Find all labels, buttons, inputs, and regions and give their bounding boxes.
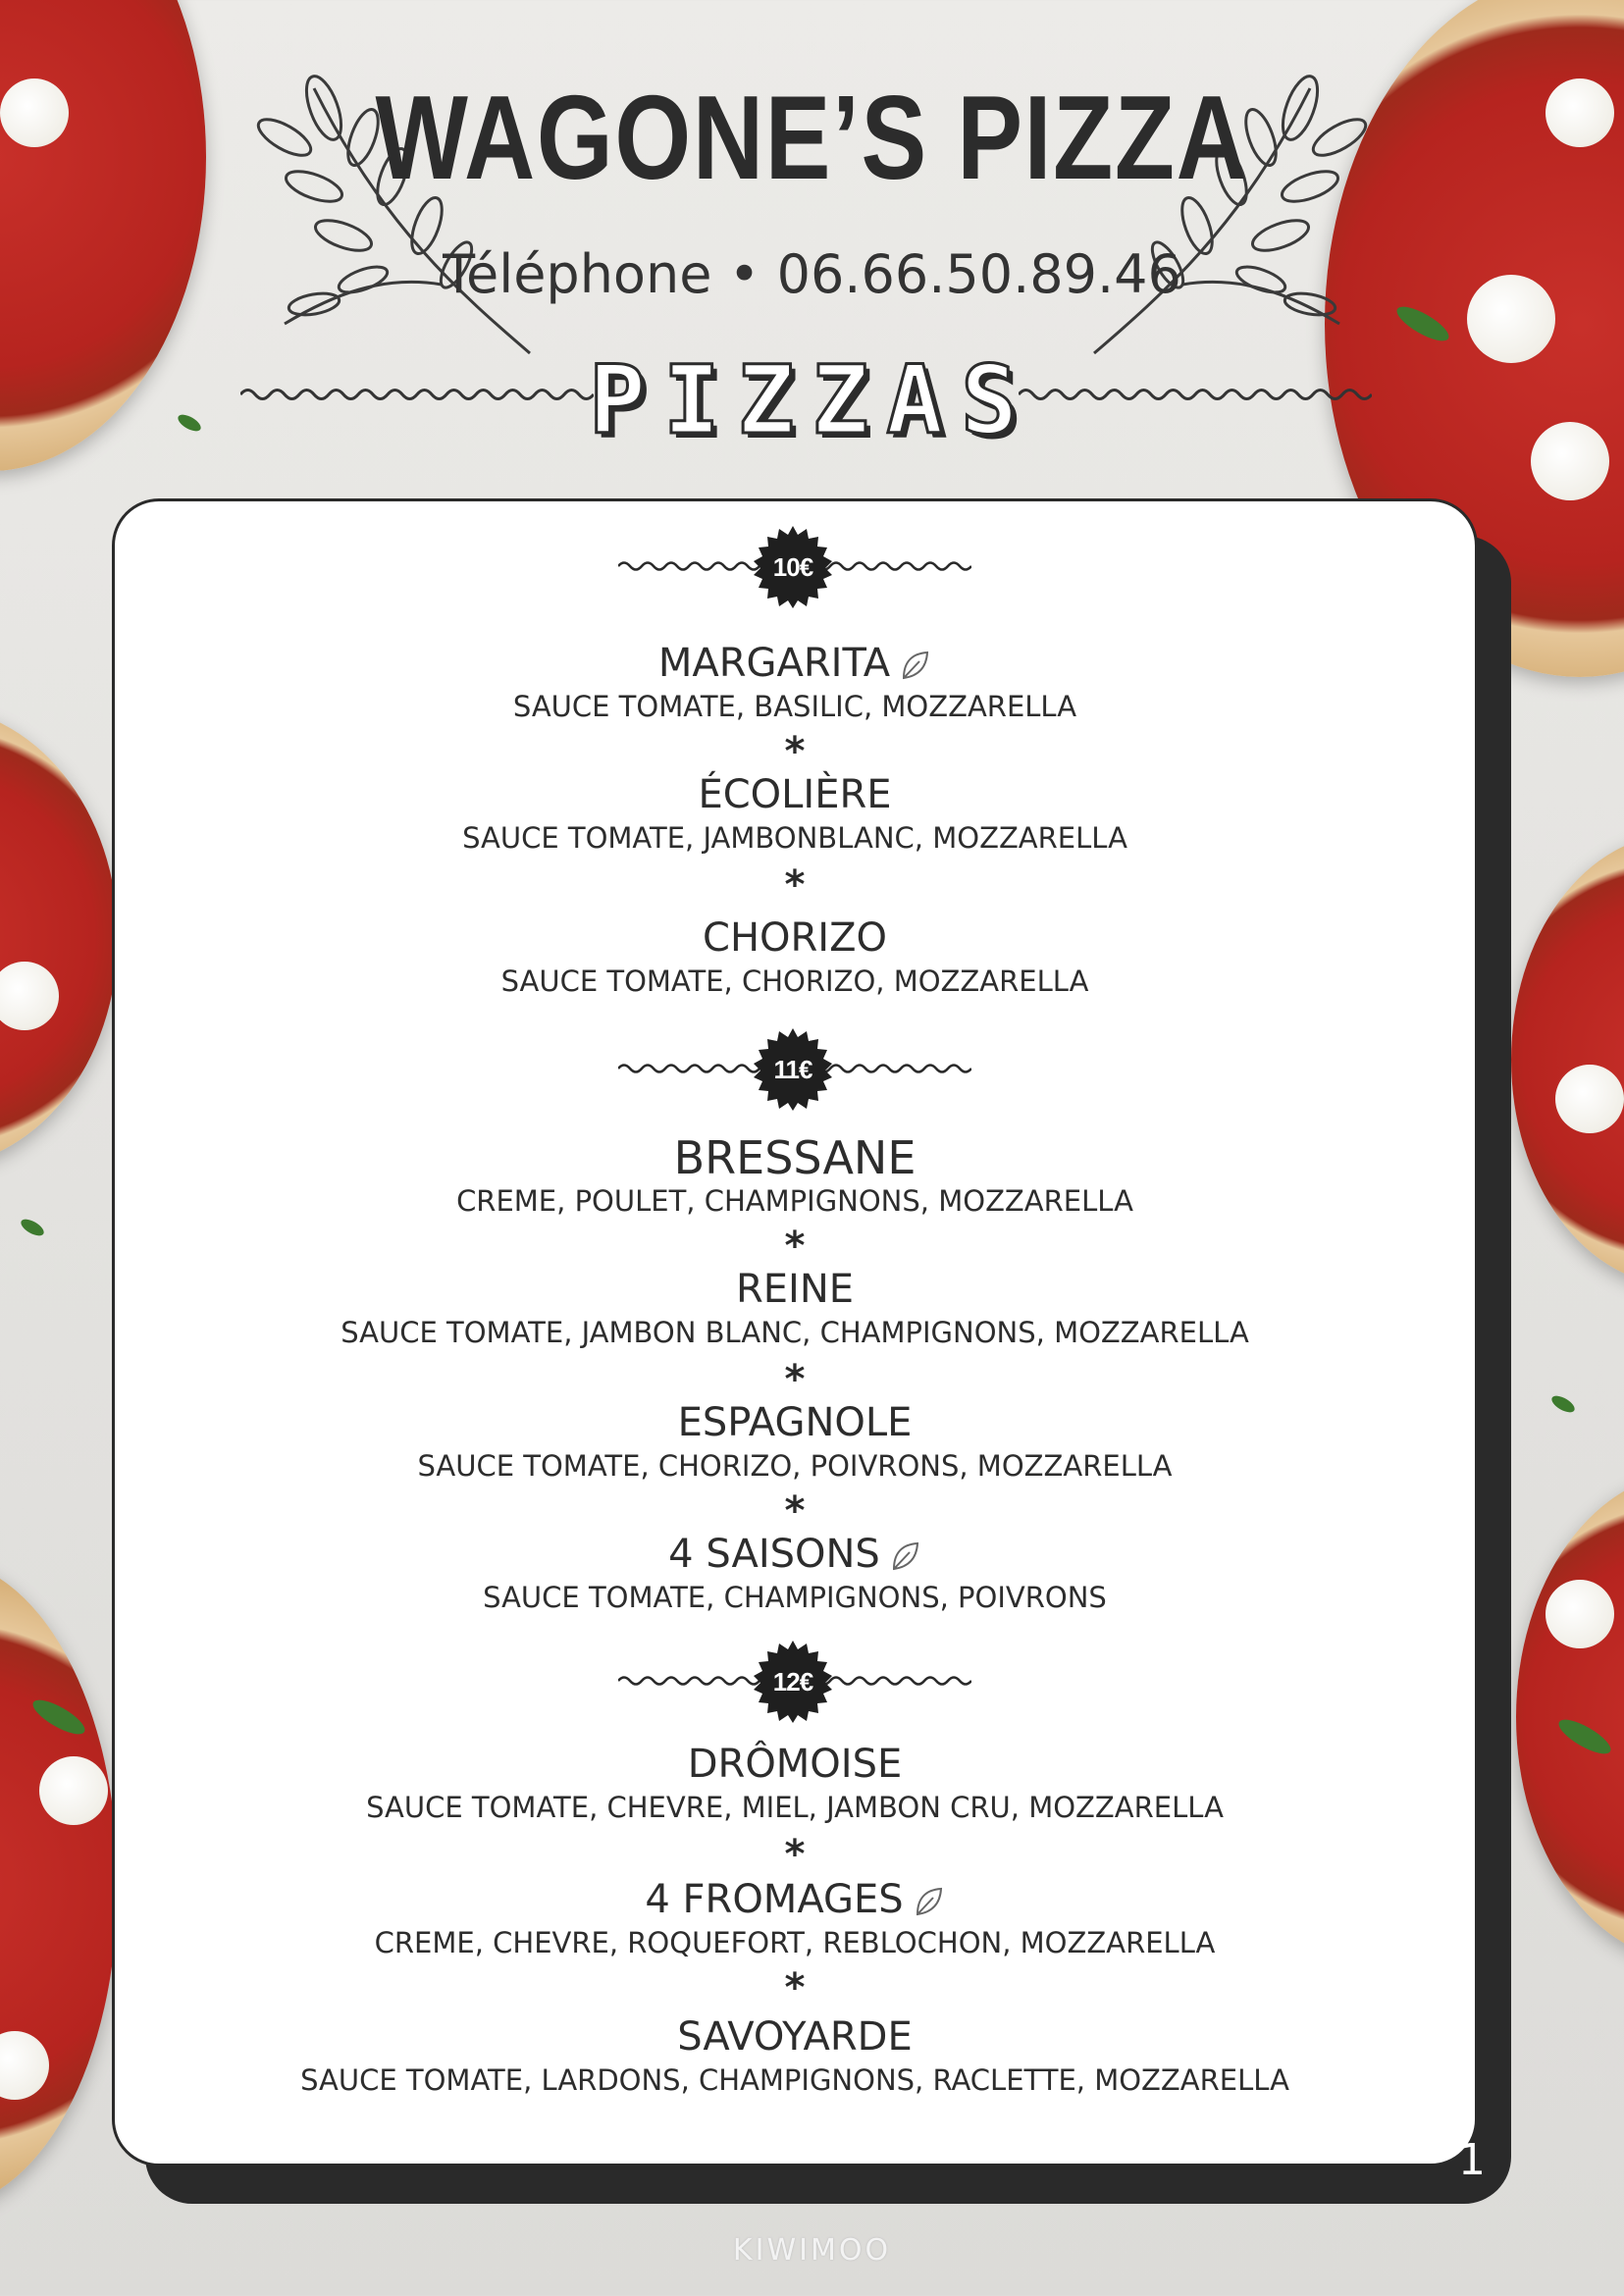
price-badge (752, 1028, 834, 1111)
price-divider-10 (112, 526, 1478, 604)
item-separator: * (784, 1965, 806, 2010)
item-ingredients: SAUCE TOMATE, CHORIZO, MOZZARELLA (500, 965, 1089, 998)
footer-logo: KIWIMOO (732, 2233, 892, 2268)
item-separator: * (784, 1488, 806, 1534)
item-separator: * (784, 729, 806, 774)
decor-mozzarella (39, 1756, 108, 1825)
item-name: MARGARITA (112, 640, 1478, 687)
item-ingredients: SAUCE TOMATE, JAMBON BLANC, CHAMPIGNONS, MOZZARELLA (341, 1316, 1249, 1349)
leaf-icon (888, 1539, 921, 1573)
section-title: PIZZAS (589, 345, 1035, 455)
item-separator: * (784, 1357, 806, 1402)
leaf-icon (898, 649, 931, 682)
menu-header (0, 0, 1624, 491)
item-name: ÉCOLIÈRE (698, 772, 892, 817)
item-name: ESPAGNOLE (677, 1400, 913, 1445)
price-divider-12 (112, 1641, 1478, 1719)
menu-item (112, 1266, 1478, 1352)
item-ingredients: SAUCE TOMATE, CHAMPIGNONS, POIVRONS (483, 1581, 1107, 1614)
menu-item (112, 1876, 1478, 1962)
price-badge (752, 1641, 834, 1723)
item-name: BRESSANE (673, 1131, 917, 1184)
item-ingredients: SAUCE TOMATE, JAMBONBLANC, MOZZARELLA (462, 821, 1127, 855)
price-divider-11 (112, 1028, 1478, 1107)
decor-leaf (1549, 1392, 1578, 1415)
price-label: 12€ (772, 1667, 813, 1696)
decor-pizza-bottom-left (0, 1560, 118, 2208)
item-name: SAVOYARDE (677, 2014, 913, 2060)
item-ingredients: SAUCE TOMATE, LARDONS, CHAMPIGNONS, RACLETTE, MOZZARELLA (300, 2063, 1289, 2097)
item-name: 4 SAISONS (112, 1531, 1478, 1578)
decor-pizza-left-middle (0, 706, 118, 1168)
item-name: REINE (735, 1267, 855, 1312)
item-name: CHORIZO (703, 915, 887, 961)
item-ingredients: SAUCE TOMATE, CHEVRE, MIEL, JAMBON CRU, MOZZARELLA (366, 1791, 1224, 1824)
leaf-icon (912, 1885, 945, 1918)
price-label: 11€ (773, 1055, 812, 1084)
menu-item (112, 1741, 1478, 1827)
item-separator: * (784, 1832, 806, 1877)
decor-pizza-bottom-right (1516, 1472, 1624, 1962)
restaurant-name: WAGONE’S PIZZA (375, 71, 1249, 204)
decor-pizza-right-middle (1511, 834, 1624, 1285)
menu-item (112, 1131, 1478, 1221)
item-separator: * (784, 1224, 806, 1269)
item-separator: * (784, 862, 806, 908)
page-number: 1 (1458, 2135, 1486, 2185)
menu-item (112, 2013, 1478, 2100)
item-ingredients: SAUCE TOMATE, BASILIC, MOZZARELLA (512, 690, 1077, 723)
item-name: 4 FROMAGES (112, 1876, 1478, 1923)
decor-mozzarella (1545, 1580, 1614, 1648)
price-label: 10€ (772, 552, 813, 582)
decor-leaf (19, 1216, 47, 1238)
menu-item (112, 1399, 1478, 1486)
wave-divider-right-icon (1019, 385, 1372, 404)
phone-number: Téléphone • 06.66.50.89.46 (443, 243, 1181, 305)
price-badge (752, 526, 834, 608)
menu-item (112, 771, 1478, 858)
decor-mozzarella (1555, 1065, 1624, 1133)
item-ingredients: CREME, CHEVRE, ROQUEFORT, REBLOCHON, MOZZARELLA (374, 1926, 1216, 1959)
menu-item (112, 914, 1478, 1001)
menu-item (112, 1531, 1478, 1617)
item-ingredients: CREME, POULET, CHAMPIGNONS, MOZZARELLA (456, 1184, 1133, 1218)
menu-item (112, 640, 1478, 726)
item-name: DRÔMOISE (687, 1742, 903, 1787)
item-ingredients: SAUCE TOMATE, CHORIZO, POIVRONS, MOZZARELLA (417, 1449, 1173, 1483)
